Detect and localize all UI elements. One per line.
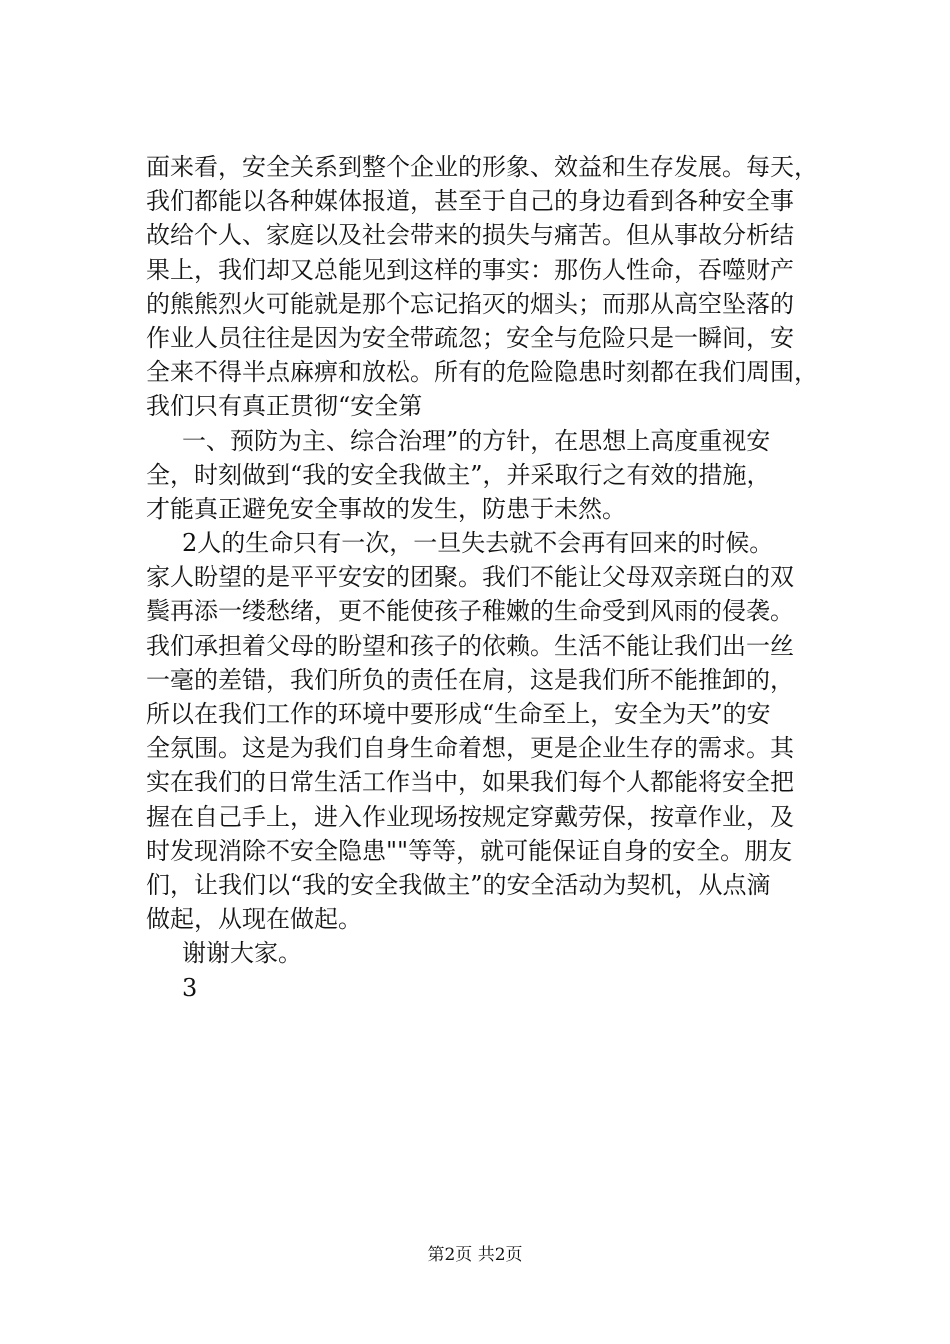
text-line: 全，时刻做到“我的安全我做主”，并采取行之有效的措施，: [146, 460, 771, 489]
text-line: 们，让我们以“我的安全我做主”的安全活动为契机，从点滴: [146, 870, 771, 899]
text-line: 所以在我们工作的环境中要形成“生命至上，安全为天”的安: [146, 700, 771, 728]
text-line: 做起，从现在做起。: [146, 905, 362, 934]
text-line: 鬓再添一缕愁绪，更不能使孩子稚嫩的生命受到风雨的侵袭。: [146, 597, 794, 626]
text-line: 实在我们的日常生活工作当中，如果我们每个人都能将安全把: [146, 768, 794, 797]
page-footer: [0, 1243, 950, 1267]
text-line: 全来不得半点麻痹和放松。所有的危险隐患时刻都在我们周围，: [146, 358, 818, 387]
text-line: 一、预防为主、综合治理”的方针，在思想上高度重视安: [182, 426, 771, 455]
text-line: 握在自己手上，进入作业现场按规定穿戴劳保，按章作业，及: [146, 802, 794, 831]
text-line: 一毫的差错，我们所负的责任在肩，这是我们所不能推卸的，: [146, 665, 794, 694]
text-line: 时发现消除不安全隐患""等等，就可能保证自身的安全。朋友: [146, 836, 793, 865]
text-line: 故给个人、家庭以及社会带来的损失与痛苦。但从事故分析结: [146, 221, 794, 250]
text-line: 我们承担着父母的盼望和孩子的依赖。生活不能让我们出一丝: [146, 631, 794, 660]
text-line: 的熊熊烈火可能就是那个忘记掐灭的烟头；而那从高空坠落的: [146, 289, 794, 318]
document-body: [146, 150, 832, 1005]
text-line: 我们都能以各种媒体报道，甚至于自己的身边看到各种安全事: [146, 187, 794, 216]
page-number-label: 第2页 共2页: [427, 1245, 523, 1265]
section-number: 3: [182, 973, 198, 1002]
text-line: 果上，我们却又总能见到这样的事实：那伤人性命，吞噬财产: [146, 255, 794, 284]
text-line: 面来看，安全关系到整个企业的形象、效益和生存发展。每天，: [146, 153, 818, 181]
text-line: 全氛围。这是为我们自身生命着想，更是企业生存的需求。其: [146, 734, 794, 763]
text-line: 2人的生命只有一次，一旦失去就不会再有回来的时候。: [182, 529, 774, 558]
text-line: 作业人员往往是因为安全带疏忽；安全与危险只是一瞬间，安: [146, 323, 794, 352]
text-line: 才能真正避免安全事故的发生，防患于未然。: [146, 494, 626, 523]
text-line: 我们只有真正贯彻“安全第: [146, 392, 423, 421]
closing-line: 谢谢大家。: [182, 939, 302, 968]
text-line: 家人盼望的是平平安安的团聚。我们不能让父母双亲斑白的双: [146, 563, 794, 592]
